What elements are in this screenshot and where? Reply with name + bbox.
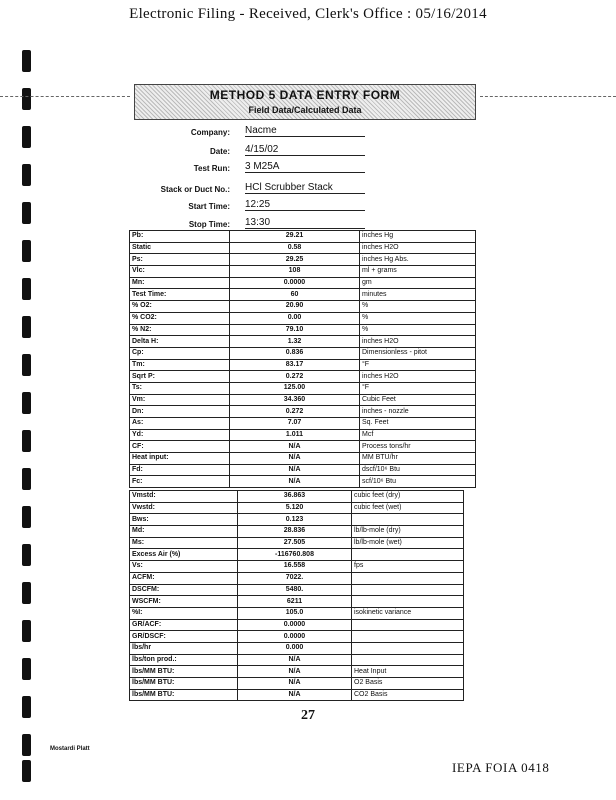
foia-stamp: IEPA FOIA 0418 [452,760,550,775]
cell-label: lbs/ton prod.: [130,654,238,666]
field-test-run [130,160,370,176]
cell-value: -116760.808 [238,549,352,561]
cell-label: Ts: [130,382,230,394]
cell-unit: inches Hg [360,231,476,243]
cell-unit: ml + grams [360,266,476,278]
cell-value: 29.25 [230,254,360,266]
table-row [130,242,476,254]
table-row [130,277,476,289]
cell-value: N/A [230,464,360,476]
table-row [130,254,476,266]
form-banner [134,84,476,120]
cell-value: N/A [238,678,352,690]
field-stack [130,181,370,197]
cell-value: 0.58 [230,242,360,254]
cell-value: 36.863 [238,491,352,503]
cell-unit: cubic feet (dry) [352,491,464,503]
table-row [130,429,476,441]
table-row [130,678,464,690]
cell-unit: MM BTU/hr [360,453,476,465]
cell-label: CF: [130,441,230,453]
table-row [130,347,476,359]
cell-value: 83.17 [230,359,360,371]
table-row [130,666,464,678]
cell-label: Fd: [130,464,230,476]
field-value: 3 M25A [245,161,365,173]
cell-label: Fc: [130,476,230,488]
cell-unit: gm [360,277,476,289]
cell-label: Pb: [130,231,230,243]
cell-unit: Sq. Feet [360,418,476,430]
field-value: HCl Scrubber Stack [245,182,365,194]
table-row [130,382,476,394]
cell-unit: Dimensionless - pitot [360,347,476,359]
cell-value: 5.120 [238,502,352,514]
cell-unit: lb/lb-mole (wet) [352,537,464,549]
cell-value: 79.10 [230,324,360,336]
cell-unit: inches H2O [360,336,476,348]
cell-unit [352,642,464,654]
cell-unit [352,596,464,608]
cell-label: Vs: [130,561,238,573]
cell-unit: inches H2O [360,371,476,383]
cell-value: N/A [230,453,360,465]
fold-line-left [0,96,130,97]
table-row [130,476,476,488]
cell-label: As: [130,418,230,430]
table-row [130,371,476,383]
field-label: Company: [190,128,230,137]
cell-value: 7.07 [230,418,360,430]
cell-unit: minutes [360,289,476,301]
field-date [130,143,370,159]
cell-value: 0.272 [230,406,360,418]
cell-value: 0.123 [238,514,352,526]
table-row [130,549,464,561]
cell-label: lbs/MM BTU: [130,689,238,701]
cell-value: 6211 [238,596,352,608]
cell-label: % CO2: [130,312,230,324]
table-row [130,336,476,348]
cell-unit: % [360,324,476,336]
cell-value: 28.836 [238,526,352,538]
cell-value: 105.0 [238,607,352,619]
table-row [130,607,464,619]
cell-value: N/A [230,476,360,488]
cell-label: Vm: [130,394,230,406]
page-number: 27 [301,708,315,723]
cell-label: lbs/MM BTU: [130,678,238,690]
table-row [130,266,476,278]
cell-value: 0.272 [230,371,360,383]
field-company [130,124,370,140]
cell-unit: inches H2O [360,242,476,254]
cell-label: Dn: [130,406,230,418]
cell-value: 125.00 [230,382,360,394]
cell-unit: dscf/10⁶ Btu [360,464,476,476]
table-row [130,324,476,336]
cell-label: ACFM: [130,572,238,584]
table-row [130,464,476,476]
table-row [130,312,476,324]
cell-label: Vmstd: [130,491,238,503]
table-row [130,689,464,701]
table-row [130,301,476,313]
cell-value: 0.00 [230,312,360,324]
cell-unit [352,514,464,526]
cell-value: 0.836 [230,347,360,359]
cell-label: Excess Air (%) [130,549,238,561]
cell-value: 16.558 [238,561,352,573]
cell-unit: °F [360,382,476,394]
table-row [130,491,464,503]
cell-value: 1.011 [230,429,360,441]
cell-unit: fps [352,561,464,573]
footer-company: Mostardi Platt [50,746,90,752]
cell-label: Vwstd: [130,502,238,514]
cell-label: % O2: [130,301,230,313]
cell-value: 27.505 [238,537,352,549]
cell-unit [352,549,464,561]
table-row [130,596,464,608]
cell-unit: scf/10⁶ Btu [360,476,476,488]
cell-unit: CO2 Basis [352,689,464,701]
table-row [130,406,476,418]
table-row [130,359,476,371]
cell-label: Md: [130,526,238,538]
cell-unit: cubic feet (wet) [352,502,464,514]
cell-value: 108 [230,266,360,278]
cell-label: DSCFM: [130,584,238,596]
filing-header: Electronic Filing - Received, Clerk's Office : 05/16/2014 [129,6,487,22]
cell-label: lbs/hr [130,642,238,654]
cell-label: Static [130,242,230,254]
cell-label: Heat input: [130,453,230,465]
table-row [130,394,476,406]
cell-unit: Heat Input [352,666,464,678]
cell-unit [352,584,464,596]
cell-label: % N2: [130,324,230,336]
cell-value: 1.32 [230,336,360,348]
field-label: Date: [209,147,230,156]
field-value: Nacme [245,125,365,137]
cell-value: N/A [230,441,360,453]
table-row [130,642,464,654]
cell-value: 0.0000 [230,277,360,289]
fold-line-right [480,96,616,97]
cell-unit: isokinetic variance [352,607,464,619]
field-value: 4/15/02 [245,144,365,156]
cell-unit [352,631,464,643]
field-label: Start Time: [188,202,230,211]
cell-unit: inches - nozzle [360,406,476,418]
table-row [130,537,464,549]
cell-value: 5480. [238,584,352,596]
cell-unit: Cubic Feet [360,394,476,406]
cell-unit: O2 Basis [352,678,464,690]
cell-label: Mn: [130,277,230,289]
field-start-time [130,198,370,214]
cell-label: Sqrt P: [130,371,230,383]
cell-label: Delta H: [130,336,230,348]
table-row [130,289,476,301]
cell-value: 0.0000 [238,631,352,643]
cell-unit [352,654,464,666]
cell-label: Yd: [130,429,230,441]
cell-value: 29.21 [230,231,360,243]
table-row [130,654,464,666]
cell-unit: °F [360,359,476,371]
cell-label: Bws: [130,514,238,526]
field-label: Stack or Duct No.: [160,185,230,194]
table-row [130,441,476,453]
field-label: Test Run: [193,164,230,173]
form-subtitle: Field Data/Calculated Data [248,105,362,115]
cell-label: Tm: [130,359,230,371]
cell-value: 34.360 [230,394,360,406]
cell-label: GR/ACF: [130,619,238,631]
field-label: Stop Time: [188,220,230,229]
form-title: METHOD 5 DATA ENTRY FORM [209,88,401,102]
calculated-data-table [129,490,464,701]
cell-value: 20.90 [230,301,360,313]
cell-label: Ps: [130,254,230,266]
cell-label: Cp: [130,347,230,359]
field-data-table [129,230,476,488]
table-row [130,631,464,643]
field-value: 13:30 [245,217,365,229]
cell-unit: lb/lb-mole (dry) [352,526,464,538]
cell-unit: inches Hg Abs. [360,254,476,266]
cell-unit [352,619,464,631]
table-row [130,418,476,430]
table-row [130,584,464,596]
cell-unit [352,572,464,584]
cell-label: lbs/MM BTU: [130,666,238,678]
table-row [130,453,476,465]
cell-unit: % [360,301,476,313]
cell-label: Ms: [130,537,238,549]
table-row [130,231,476,243]
cell-label: %I: [130,607,238,619]
cell-value: 0.000 [238,642,352,654]
cell-label: Vlc: [130,266,230,278]
table-row [130,572,464,584]
table-row [130,619,464,631]
table-row [130,502,464,514]
cell-value: N/A [238,689,352,701]
cell-unit: % [360,312,476,324]
cell-value: 60 [230,289,360,301]
cell-unit: Mcf [360,429,476,441]
cell-value: N/A [238,666,352,678]
cell-value: 7022. [238,572,352,584]
table-row [130,526,464,538]
cell-label: Test Time: [130,289,230,301]
table-row [130,561,464,573]
cell-label: WSCFM: [130,596,238,608]
cell-value: N/A [238,654,352,666]
cell-unit: Process tons/hr [360,441,476,453]
table-row [130,514,464,526]
cell-label: GR/DSCF: [130,631,238,643]
cell-value: 0.0000 [238,619,352,631]
field-value: 12:25 [245,199,365,211]
